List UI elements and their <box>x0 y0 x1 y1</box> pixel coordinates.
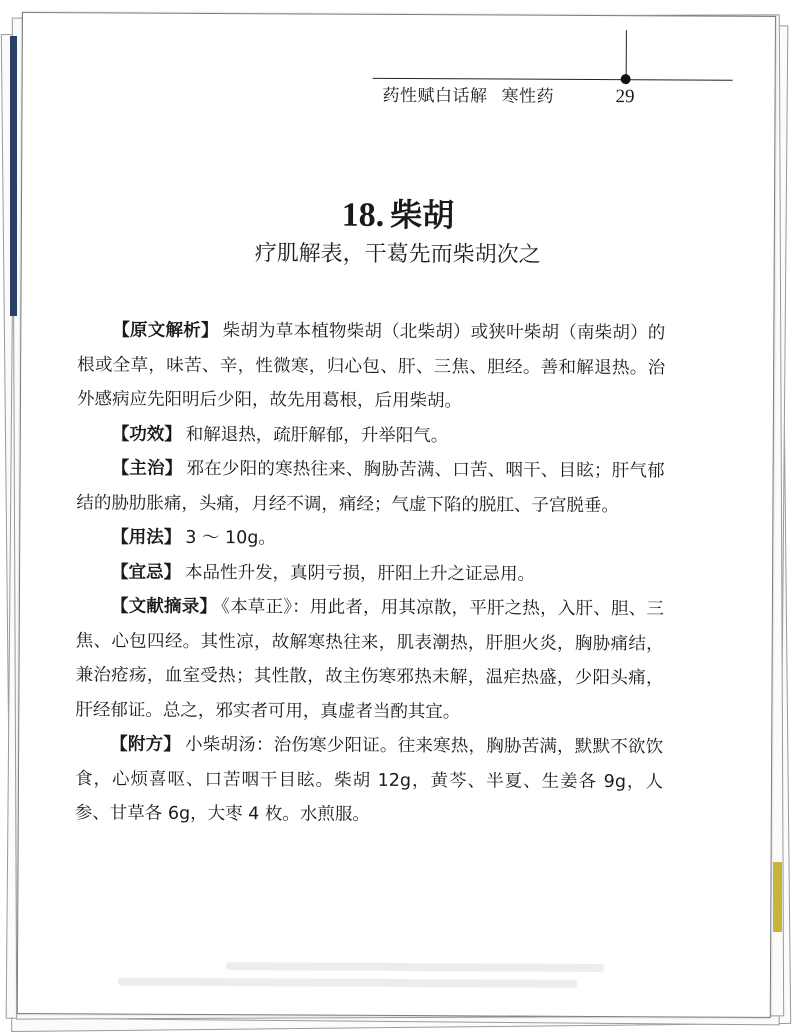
paragraph-label: 【文献摘录】 <box>110 596 218 618</box>
paragraph-text: 本品性升发，真阴亏损，肝阳上升之证忌用。 <box>185 562 536 585</box>
paragraph-literature <box>75 589 664 730</box>
header-decoration-line <box>626 30 627 80</box>
running-head <box>383 81 555 107</box>
paragraph-text: 3 ～ 10g。 <box>185 527 276 549</box>
paragraph-text: 邪在少阳的寒热往来、胸胁苦满、口苦、咽干、目眩；肝气郁结的胁肋胀痛，头痛，月经不调，痛经；气虚下陷的脱肛、子宫脱垂。 <box>76 458 665 516</box>
page-number: 29 <box>615 86 635 108</box>
paragraph-indications <box>76 451 664 523</box>
header-decoration-dot <box>621 74 631 84</box>
entry-body <box>75 313 666 834</box>
section-name: 寒性药 <box>501 86 555 107</box>
paragraph-contraindications <box>76 555 664 593</box>
paragraph-label: 【用法】 <box>111 527 182 548</box>
paragraph-label: 【主治】 <box>111 458 183 479</box>
paragraph-text: 小柴胡汤：治伤寒少阳证。往来寒热，胸胁苦满，默默不欲饮食，心烦喜呕、口苦咽干目眩。柴胡 12g，黄芩、半夏、生姜各 9g，人参、甘草各 6g，大枣 4 枚。水煎服。 <box>74 734 664 825</box>
paragraph-label: 【原文解析】 <box>112 320 219 342</box>
paragraph-dosage <box>76 520 664 558</box>
paragraph-label: 【宜忌】 <box>111 561 182 583</box>
bookmark-edge <box>773 862 782 932</box>
paragraph-text: 《本草正》：用此者，用其凉散，平肝之热，入肝、胆、三焦、心包四经。其性凉，故解寒热往来，肌表潮热，肝胆火炎，胸胁痛结，兼治疮疡，血室受热；其性散，故主伤寒邪热未解，温疟热盛，少阳头痛，肝经郁证。总之，邪实者可用，真虚者当酌其宜。 <box>75 597 664 722</box>
entry-title <box>22 188 774 238</box>
paragraph-original-analysis <box>77 313 666 420</box>
entry-number: 18. <box>341 196 385 234</box>
book-title: 药性赋白话解 <box>382 85 488 107</box>
bleed-through-text <box>118 954 658 1007</box>
paragraph-prescription <box>75 727 664 834</box>
book-page <box>17 12 776 1018</box>
paragraph-label: 【功效】 <box>111 423 182 445</box>
paragraph-text: 和解退热，疏肝解郁，升举阳气。 <box>185 424 449 446</box>
book-cover-edge <box>10 36 17 316</box>
entry-name: 柴胡 <box>390 195 455 235</box>
paragraph-efficacy <box>77 417 665 455</box>
paragraph-text: 柴胡为草本植物柴胡（北柴胡）或狭叶柴胡（南柴胡）的根或全草，味苦、辛，性微寒，归心包、肝、三焦、胆经。善和解退热。治外感病应先阳明后少阳，故先用葛根，后用柴胡。 <box>76 321 666 412</box>
entry-subtitle: 疗肌解表，干葛先而柴胡次之 <box>254 241 541 268</box>
paragraph-label: 【附方】 <box>110 734 182 755</box>
